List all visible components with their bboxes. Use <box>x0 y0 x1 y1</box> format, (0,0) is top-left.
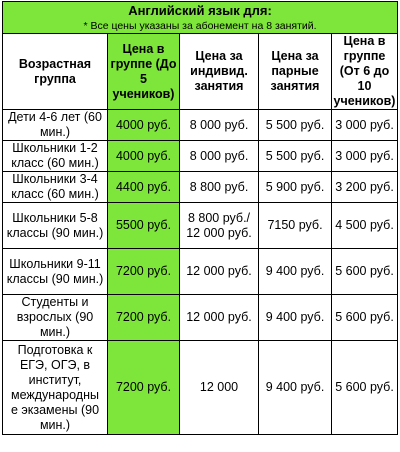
individual-price-cell: 8 000 руб. <box>180 141 259 172</box>
group6-price-cell: 3 000 руб. <box>332 110 398 141</box>
individual-price-cell: 8 800 руб. <box>180 172 259 203</box>
pair-price-cell: 5 500 руб. <box>259 110 332 141</box>
price-table <box>2 1 398 435</box>
group-price-cell: 7200 руб. <box>108 341 180 435</box>
header-age-group: Возрастная группа <box>3 34 108 110</box>
group6-price-cell: 5 600 руб. <box>332 295 398 341</box>
group6-price-cell: 4 500 руб. <box>332 203 398 249</box>
age-cell: Школьники 5-8 классы (90 мин.) <box>3 203 108 249</box>
pair-price-cell: 9 400 руб. <box>259 295 332 341</box>
group6-price-cell: 3 200 руб. <box>332 172 398 203</box>
table-subtitle: * Все цены указаны за абонемент на 8 занятий. <box>3 19 398 34</box>
header-group-price: Цена в группе (До 5 учеников) <box>108 34 180 110</box>
pair-price-cell: 9 400 руб. <box>259 249 332 295</box>
age-cell: Школьники 9-11 классы (90 мин.) <box>3 249 108 295</box>
age-cell: Школьники 3-4 класс (60 мин.) <box>3 172 108 203</box>
pair-price-cell: 7150 руб. <box>259 203 332 249</box>
group6-price-cell: 5 600 руб. <box>332 341 398 435</box>
title-row <box>3 2 398 20</box>
group-price-cell: 4400 руб. <box>108 172 180 203</box>
age-cell: Дети 4-6 лет (60 мин.) <box>3 110 108 141</box>
header-pair-price: Цена за парные занятия <box>259 34 332 110</box>
age-cell: Студенты и взрослых (90 мин.) <box>3 295 108 341</box>
header-group6-price: Цена в группе (От 6 до 10 учеников) <box>332 34 398 110</box>
individual-price-cell: 12 000 руб. <box>180 295 259 341</box>
group6-price-cell: 3 000 руб. <box>332 141 398 172</box>
group-price-cell: 4000 руб. <box>108 110 180 141</box>
group-price-cell: 4000 руб. <box>108 141 180 172</box>
table-row <box>3 295 398 341</box>
header-row <box>3 34 398 110</box>
table-title: Английский язык для: <box>3 2 398 20</box>
pair-price-cell: 5 500 руб. <box>259 141 332 172</box>
individual-price-cell: 8 000 руб. <box>180 110 259 141</box>
pair-price-cell: 5 900 руб. <box>259 172 332 203</box>
individual-price-cell: 12 000 руб. <box>180 249 259 295</box>
individual-price-cell: 8 800 руб./ 12 000 руб. <box>180 203 259 249</box>
table-row <box>3 249 398 295</box>
header-individual-price: Цена за индивид. занятия <box>180 34 259 110</box>
pair-price-cell: 9 400 руб. <box>259 341 332 435</box>
table-row <box>3 141 398 172</box>
table-row <box>3 203 398 249</box>
age-cell: Подготовка к ЕГЭ, ОГЭ, в институт, международны е экзамены (90 мин.) <box>3 341 108 435</box>
table-row <box>3 341 398 435</box>
age-cell: Школьники 1-2 класс (60 мин.) <box>3 141 108 172</box>
group-price-cell: 7200 руб. <box>108 295 180 341</box>
price-table-container <box>2 1 397 435</box>
group6-price-cell: 5 600 руб. <box>332 249 398 295</box>
table-row <box>3 172 398 203</box>
individual-price-cell: 12 000 <box>180 341 259 435</box>
table-row <box>3 110 398 141</box>
group-price-cell: 7200 руб. <box>108 249 180 295</box>
subtitle-row <box>3 19 398 34</box>
group-price-cell: 5500 руб. <box>108 203 180 249</box>
